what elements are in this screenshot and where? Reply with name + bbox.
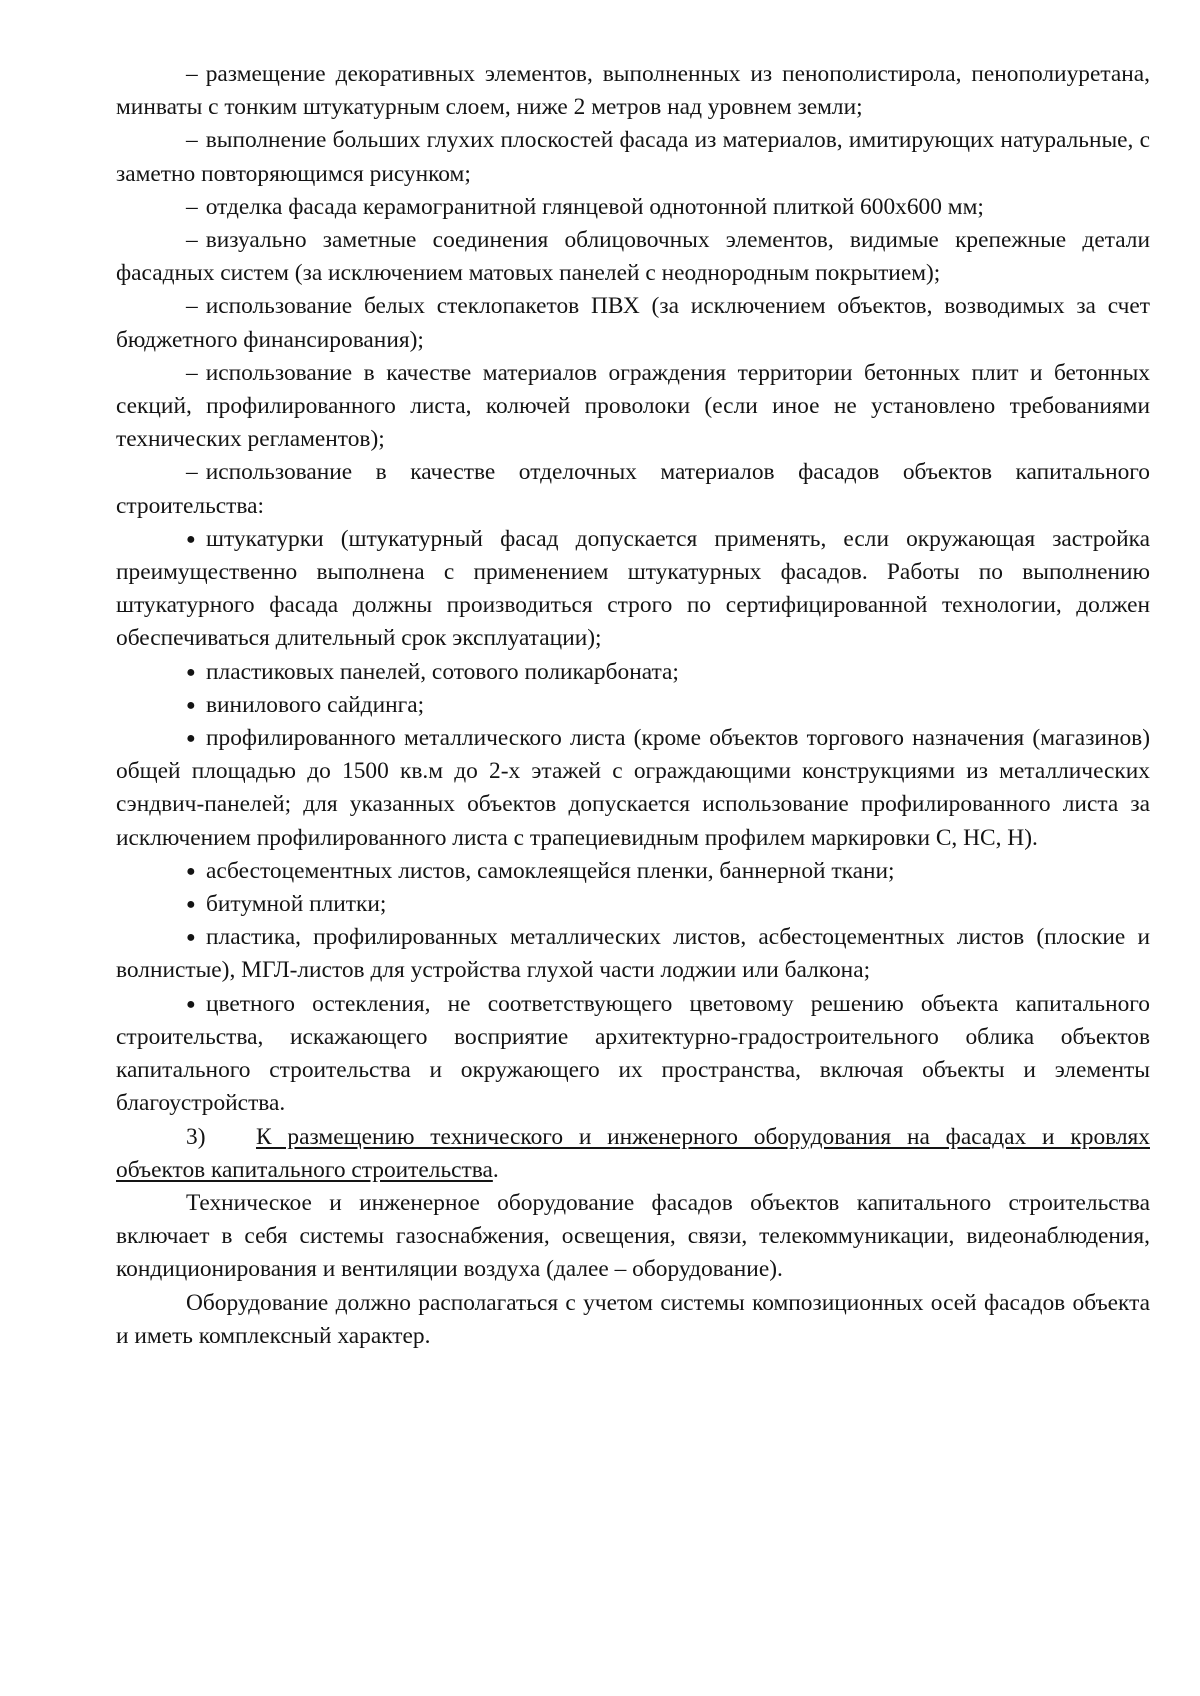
restriction-item bbox=[116, 191, 1150, 224]
bullet-icon: ● bbox=[186, 995, 196, 1013]
material-bullet-item bbox=[116, 888, 1150, 921]
material-text: асбестоцементных листов, самоклеящейся пленки, баннерной ткани; bbox=[206, 857, 895, 884]
bullet-icon: ● bbox=[186, 696, 196, 714]
bullet-icon: ● bbox=[186, 862, 196, 880]
restriction-text: использование в качестве отделочных материалов фасадов объектов капитального строительства: bbox=[116, 459, 1150, 519]
restriction-item bbox=[116, 456, 1150, 522]
restriction-text: размещение декоративных элементов, выполненных из пенополистирола, пенополиуретана, минваты с тонким штукатурным слоем, ниже 2 метров над уровнем земли; bbox=[116, 61, 1150, 121]
section-title: К размещению технического и инженерного оборудования на фасадах и кровлях объектов капитального строительства bbox=[116, 1123, 1150, 1183]
restriction-item bbox=[116, 357, 1150, 457]
restriction-text: визуально заметные соединения облицовочных элементов, видимые крепежные детали фасадных систем (за исключением матовых панелей с неоднородным покрытием); bbox=[116, 227, 1150, 287]
material-text: пластика, профилированных металлических листов, асбестоцементных листов (плоские и волнистые), МГЛ-листов для устройства глухой части лоджии или балкона; bbox=[116, 924, 1150, 984]
dash-marker: – bbox=[186, 359, 198, 386]
section-title-end: . bbox=[492, 1156, 499, 1183]
restriction-item bbox=[116, 290, 1150, 356]
restriction-item bbox=[116, 58, 1150, 124]
material-text: пластиковых панелей, сотового поликарбоната; bbox=[206, 658, 679, 685]
material-text: винилового сайдинга; bbox=[206, 691, 425, 718]
section-heading bbox=[116, 1121, 1150, 1187]
bullet-icon: ● bbox=[186, 663, 196, 681]
body-paragraph: Техническое и инженерное оборудование фасадов объектов капитального строительства включает в себя системы газоснабжения, освещения, связи, телекоммуникации, видеонаблюдения, кондиционирования и вентиляции воздуха (далее – оборудование). bbox=[116, 1189, 1150, 1283]
material-bullet-item bbox=[116, 921, 1150, 987]
material-text: цветного остекления, не соответствующего цветовому решению объекта капитального строительства, искажающего восприятие архитектурно-градостроительного облика объектов капитального строительства и окружающего их пространства, включая объекты и элементы благоустройства. bbox=[116, 990, 1150, 1117]
bullet-icon: ● bbox=[186, 929, 196, 947]
dash-marker: – bbox=[186, 459, 198, 486]
restriction-text: выполнение больших глухих плоскостей фасада из материалов, имитирующих натуральные, с заметно повторяющимся рисунком; bbox=[116, 127, 1150, 187]
material-bullet-item bbox=[116, 722, 1150, 855]
restriction-item bbox=[116, 124, 1150, 190]
restriction-text: отделка фасада керамогранитной глянцевой однотонной плиткой 600х600 мм; bbox=[205, 193, 984, 220]
material-bullet-item bbox=[116, 689, 1150, 722]
material-text: штукатурки (штукатурный фасад допускается применять, если окружающая застройка преимущественно выполнена с применением штукатурных фасадов. Работы по выполнению штукатурного фасада должны производиться строго по сертифицированной технологии, должен обеспечиваться длительный срок эксплуатации); bbox=[116, 525, 1150, 652]
material-bullet-item bbox=[116, 656, 1150, 689]
restriction-text: использование в качестве материалов ограждения территории бетонных плит и бетонных секций, профилированного листа, колючей проволоки (если иное не установлено требованиями технических регламентов); bbox=[116, 359, 1150, 453]
bullet-icon: ● bbox=[186, 730, 196, 748]
restriction-item bbox=[116, 224, 1150, 290]
material-text: битумной плитки; bbox=[206, 891, 387, 918]
dash-marker: – bbox=[186, 293, 198, 320]
body-paragraph: Оборудование должно располагаться с учетом системы композиционных осей фасадов объекта и иметь комплексный характер. bbox=[116, 1289, 1150, 1349]
material-text: профилированного металлического листа (кроме объектов торгового назначения (магазинов) общей площадью до 1500 кв.м до 2-х этажей с ограждающими конструкциями из металлических сэндвич-панелей; для указанных объектов допускается использование профилированного листа за исключением профилированного листа с трапециевидным профилем маркировки С, НС, Н). bbox=[116, 725, 1150, 851]
material-bullet-item bbox=[116, 523, 1150, 656]
restriction-text: использование белых стеклопакетов ПВХ (за исключением объектов, возводимых за счет бюджетного финансирования); bbox=[116, 293, 1150, 353]
bullet-icon: ● bbox=[186, 896, 196, 914]
dash-marker: – bbox=[186, 127, 198, 154]
bullet-icon: ● bbox=[186, 530, 196, 548]
dash-marker: – bbox=[186, 61, 198, 87]
material-bullet-item bbox=[116, 855, 1150, 888]
document-page bbox=[116, 58, 1150, 1353]
dash-marker: – bbox=[186, 227, 198, 254]
section-number: 3) bbox=[186, 1123, 206, 1150]
material-bullet-item bbox=[116, 988, 1150, 1121]
dash-marker: – bbox=[186, 193, 198, 220]
